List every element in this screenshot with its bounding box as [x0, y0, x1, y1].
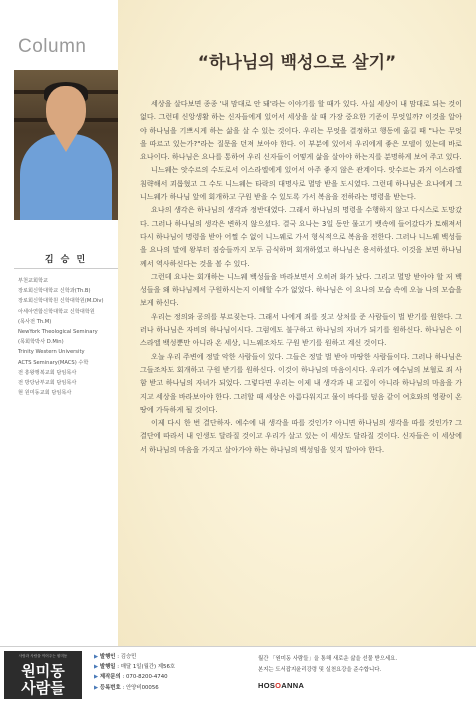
notice-line: 월간 「원미동 사람들」을 통해 새로운 삶을 선물 받으세요. — [258, 656, 398, 662]
pub-key: 발행인 — [99, 654, 116, 660]
arrow-icon: ▶ — [94, 654, 100, 660]
publication-info — [94, 652, 175, 693]
article-panel — [118, 0, 476, 646]
notice-line: 본지는 도서잡지윤리강령 및 실천요강을 준수합니다. — [258, 666, 382, 673]
brand-text-accent: O — [275, 681, 282, 690]
logo-title — [4, 663, 82, 697]
article-body — [140, 97, 462, 456]
pub-row: ▶ 제작문의 : 070-8200-4740 — [94, 674, 168, 681]
bio-line: (목사전 Th.M) — [18, 318, 52, 325]
pub-value: 070-8200-4740 — [125, 674, 168, 681]
article-title: “하나님의 백성으로 살기” — [197, 53, 397, 73]
author-photo — [14, 70, 118, 220]
pub-value: 매달 1일(월간) 제56호 — [120, 664, 176, 671]
brand-text: HOS — [258, 681, 276, 690]
arrow-icon: ▶ — [94, 684, 100, 691]
bio-line: 현 원미동교회 담임목사 — [18, 390, 72, 397]
author-bio — [18, 276, 118, 398]
article-paragraph: 세상을 살다보면 종종 '내 맘대로 안 돼'라는 이야기를 할 때가 있다. 사실 세상이 내 맘대로 되는 것이 없다. 그런데 신앙생활 하는 신자들에게 있어서 세상을 살 때 가장 중요한 기준이 무엇일까? 이것을 알아야 하나님을 기쁘시게 하는 삶을 살 수 있는 것이다. 우리는 무엇을 결정하고 행동에 옮길 때 "나는 무엇을 따르고 있는가?"라는 질문을 던져 보아야 한다. 이 부분에 있어서 우리에게 좋은 모델이 있는데 바로 요나이다. 하나님은 요나를 통하여 우리 신자들이 어떻게 삶을 살아야 하는지를 분명하게 보여 주고 있다. — [140, 99, 462, 162]
article-paragraph: 니느웨는 앗수르의 수도로서 이스라엘에게 있어서 아주 좋지 않은 관계이다. 앗수르는 과거 이스라엘 침략해서 괴롭혔고 그 수도 니느웨는 타락의 대명사로 멸망 받을 도시였다. 그런데 하나님은 요나에게 그 니느웨가 하나님 앞에 회개하고 구원 받을 수 있도록 가서 복음을 전하라는 명령을 받는다. — [140, 165, 462, 202]
bio-line: NewYork Theological Seminary — [18, 329, 98, 336]
bio-line: Trinity Western University — [18, 349, 85, 356]
bio-line: 전 흥왕행복교회 담임목사 — [18, 369, 77, 376]
pub-value: 김승민 — [120, 654, 137, 660]
article-paragraph: 그런데 요나는 회개하는 니느웨 백성들을 바라보면서 오히려 화가 났다. 그리고 멸망 받아야 할 저 백성들을 왜 하나님께서 구원하시는지 이해할 수가 없었다. 하나님은 이 요나의 모습 속에 오늘 나의 모습을 보게 하신다. — [140, 271, 462, 308]
bio-line: (목회학박사 D.Min) — [18, 339, 64, 346]
logo-tagline: 사람과 사람을 이어주는 원미동 — [18, 654, 68, 658]
bio-line: 아세아연합신학대학교 신학대학원 — [18, 308, 95, 315]
author-name: 김 승 민 — [44, 255, 88, 265]
page-footer — [0, 646, 476, 701]
bio-line: 전 방당남부교회 담임목사 — [18, 380, 77, 387]
hosanna-logo — [258, 681, 304, 690]
article-paragraph: 요나의 생각은 하나님의 생각과 정반대였다. 그래서 하나님의 명령을 수행하지 않고 다시스로 도망갔다. 그러나 하나님의 생각은 변하지 않으셨다. 결국 요나는 3일 동안 물고기 뱃속에 들어갔다가 토해져서 다시 하나님이 명령을 받아 어쩔 수 없이 니느웨로 가서 형식적으로 복음을 전한다. 그러나 니느웨 백성들을 요나의 말에 왕부터 짐승들까지 모두 금식하며 회개하였고 하나님은 용서하셨다. 이것을 보면 하나님께서 역사하신다는 것을 볼 수 있다. — [140, 205, 462, 268]
bio-line: 장로회신학대학교 신학과(Th.B) — [18, 288, 91, 295]
pub-row: ▶ 발행인 : 김승민 — [94, 654, 137, 660]
pub-key: 발행일 — [99, 664, 116, 671]
author-face — [46, 86, 86, 136]
footer-notice — [258, 654, 468, 675]
arrow-icon: ▶ — [94, 674, 100, 681]
pub-row: ▶ 발행일 : 매달 1일(월간) 제56호 — [94, 664, 176, 671]
logo-title-line: 원미동 — [21, 662, 65, 680]
article-paragraph: 이제 다시 한 번 결단하자. 예수에 내 생각을 따를 것인가? 아니면 하나님의 생각을 따를 것인가? 그 결단에 따라서 내 인생도 달라질 것이고 우리가 살고 있는 이 세상도 달라질 것이다. 신자들은 이 세상에서 하나님의 마음을 가지고 살아가야 하는 하나님의 백성임을 잊지 말아야 한다. — [140, 418, 462, 454]
pub-key: 제작문의 — [99, 674, 121, 681]
bio-line: ACTS Seminary(MACS) 수학 — [18, 359, 89, 366]
logo-title-line: 사람들 — [21, 679, 65, 697]
arrow-icon: ▶ — [94, 664, 100, 671]
divider — [14, 268, 118, 269]
brand-text: ANNA — [281, 681, 305, 690]
magazine-logo — [4, 651, 82, 699]
author-sidebar — [0, 0, 118, 646]
pub-key: 등록번호 — [99, 684, 121, 691]
article-paragraph: 오늘 우리 주변에 정말 악한 사람들이 있다. 그들은 정말 벌 받아 마땅한 사람들이다. 그러나 하나님은 그들조차도 회개하고 구원 받기를 원하신다. 이것이 하나님의 마음이시다. 우리가 예수님의 보혈로 죄 사함 받고 하나님의 자녀가 되었다. 그렇다면 우리는 이제 내 생각과 내 고집이 아니라 하나님의 마음을 가지고 세상을 바라보아야 한다. 그러할 때 세상은 아름다워지고 물이 바다를 덮음 같이 여호와의 영광이 온 땅에 가득하게 될 것이다. — [140, 351, 462, 414]
bio-line: 장로회신학대학원 신학대학원(M.Div) — [18, 298, 104, 305]
pub-value: 안양비00056 — [125, 684, 159, 691]
column-label: Column — [18, 36, 87, 57]
article-paragraph: 우리는 정의와 공의를 부르짖는다. 그래서 나에게 죄를 짓고 상처를 준 사람들이 벌 받기를 원한다. 그러나 하나님은 자비의 하나님이시다. 그럼에도 불구하고 하나님의 자녀가 되기를 원하신다. 하나님은 이스라엘 백성뿐만 아니라 온 세상, 니느웨조차도 구원 받기를 원하고 계신 것이다. — [140, 311, 462, 348]
bio-line: 부천교회학교 — [18, 278, 49, 284]
pub-row: ▶ 등록번호 : 안양비00056 — [94, 684, 159, 691]
